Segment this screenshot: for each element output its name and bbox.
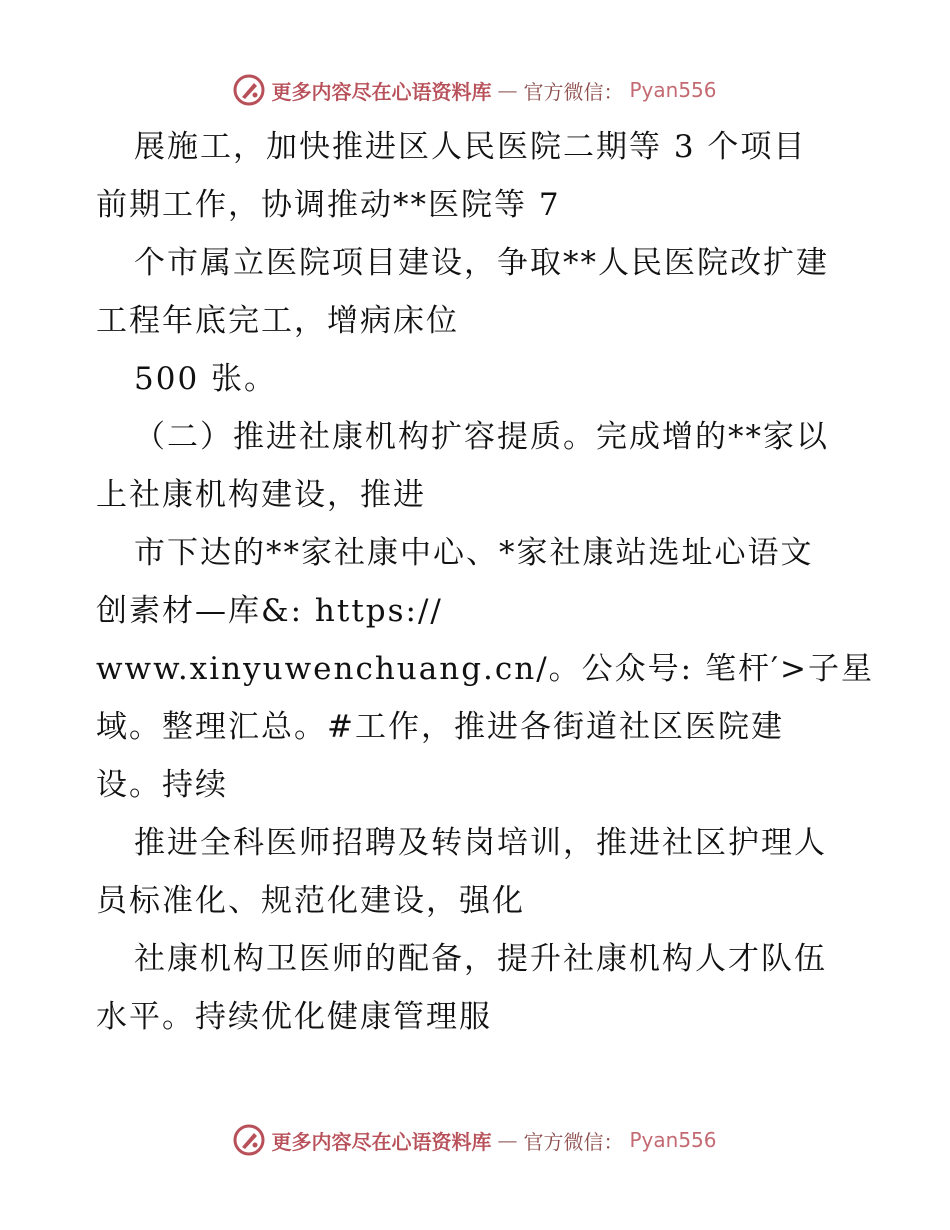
footer-slogan: 更多内容尽在心语资料库 <box>271 1129 492 1154</box>
text-line: 域。整理汇总。#工作，推进各街道社区医院建 <box>96 709 784 745</box>
text-line: 创素材—库&: https:// <box>96 593 443 629</box>
text-line: 前期工作，协调推动**医院等 7 <box>96 187 561 223</box>
header-wechat-id: Pyan556 <box>629 78 717 102</box>
pen-logo-icon <box>233 74 265 106</box>
text-line: 推进全科医师招聘及转岗培训，推进社区护理人 <box>134 825 827 861</box>
footer-separator: — <box>497 1128 518 1152</box>
text-line: 设。持续 <box>96 767 228 803</box>
header-slogan: 更多内容尽在心语资料库 <box>271 79 492 104</box>
text-line: 社康机构卫医师的配备，提升社康机构人才队伍 <box>134 941 827 977</box>
header-watermark <box>0 70 950 110</box>
text-line: 展施工，加快推进区人民医院二期等 3 个项目 <box>134 129 807 165</box>
header-wechat-label: 官方微信： <box>523 79 624 104</box>
header-separator: — <box>497 78 518 102</box>
text-line: 个市属立医院项目建设，争取**人民医院改扩建 <box>134 245 829 281</box>
footer-wechat-id: Pyan556 <box>629 1128 717 1152</box>
text-line: 市下达的**家社康中心、*家社康站选址心语文 <box>134 535 814 571</box>
text-line: 500 张。 <box>134 361 278 397</box>
text-line: 水平。持续优化健康管理服 <box>96 999 492 1035</box>
text-line: 上社康机构建设，推进 <box>96 477 426 513</box>
footer-watermark <box>0 1120 950 1160</box>
text-line: 工程年底完工，增病床位 <box>96 303 459 339</box>
document-body <box>96 118 896 1046</box>
text-line: www.xinyuwenchuang.cn/。公众号: 笔杆′>子星 <box>96 651 874 687</box>
pen-logo-icon <box>233 1124 265 1156</box>
footer-wechat-label: 官方微信： <box>523 1129 624 1154</box>
text-line: （二）推进社康机构扩容提质。完成增的**家以 <box>134 419 829 455</box>
text-line: 员标准化、规范化建设，强化 <box>96 883 525 919</box>
